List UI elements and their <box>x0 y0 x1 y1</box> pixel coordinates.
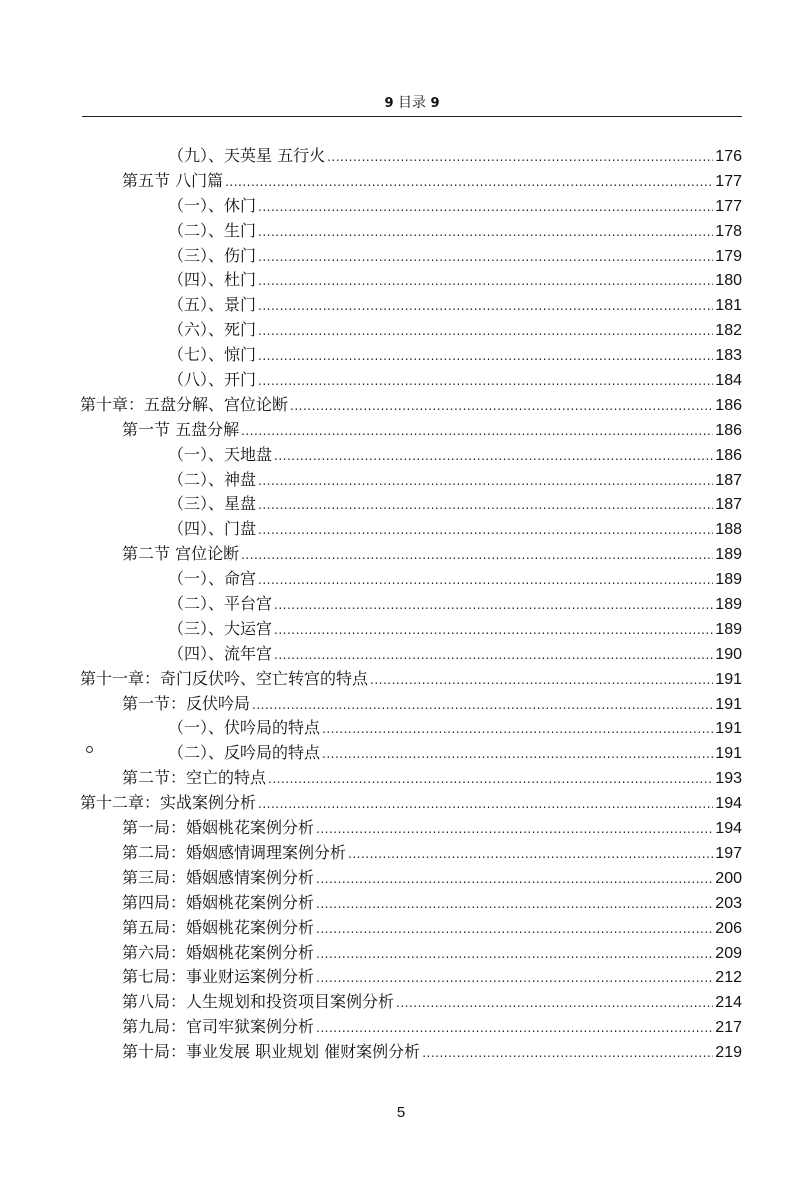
toc-entry-page: 193 <box>715 770 742 788</box>
dot-leader <box>316 917 713 942</box>
toc-entry[interactable] <box>80 393 742 418</box>
toc-entry-page: 189 <box>715 546 742 564</box>
toc-entry-title: 第八局：人生规划和投资项目案例分析 <box>122 992 395 1012</box>
toc-entry-title: 第十二章：实战案例分析 <box>80 793 257 813</box>
toc-entry[interactable] <box>80 144 742 169</box>
toc-entry[interactable] <box>80 343 742 368</box>
toc-entry[interactable] <box>80 741 742 766</box>
toc-entry[interactable] <box>80 418 742 443</box>
toc-entry-page: 209 <box>715 944 742 962</box>
dot-leader <box>258 245 713 270</box>
toc-entry-page: 219 <box>715 1044 742 1062</box>
toc-entry[interactable] <box>80 841 742 866</box>
toc-entry-page: 214 <box>715 994 742 1012</box>
dot-leader <box>316 867 713 892</box>
toc-entry-title: （三）、大运宫 <box>168 618 273 638</box>
toc-entry-page: 176 <box>715 148 742 165</box>
toc-entry[interactable] <box>80 244 742 269</box>
dot-leader <box>258 792 713 817</box>
toc-entry-page: 186 <box>715 446 742 464</box>
dot-leader <box>274 618 713 643</box>
toc-entry[interactable] <box>80 891 742 916</box>
toc-entry-title: （二）、反吟局的特点 <box>168 743 321 763</box>
toc-entry[interactable] <box>80 194 742 219</box>
dot-leader <box>241 543 713 568</box>
toc-entry-page: 212 <box>715 969 742 987</box>
toc-entry[interactable] <box>80 492 742 517</box>
dot-leader <box>258 344 713 369</box>
toc-entry-title: （九）、天英星 五行火 <box>168 146 326 165</box>
toc-entry-title: 第十章：五盘分解、宫位论断 <box>80 394 289 414</box>
dot-leader <box>258 319 713 344</box>
toc-entry[interactable] <box>80 1040 742 1065</box>
toc-entry[interactable] <box>80 916 742 941</box>
toc-entry[interactable] <box>80 965 742 990</box>
toc-entry-title: 第六局：婚姻桃花案例分析 <box>122 942 315 962</box>
toc-entry-title: （三）、伤门 <box>168 245 257 265</box>
toc-entry[interactable] <box>80 517 742 542</box>
toc-entry-page: 177 <box>715 172 742 190</box>
toc-entry-title: （四）、杜门 <box>168 270 257 290</box>
dot-leader <box>316 966 713 991</box>
toc-entry-page: 189 <box>715 596 742 614</box>
toc-entry-title: 第二局：婚姻感情调理案例分析 <box>122 842 347 862</box>
toc-entry-title: （六）、死门 <box>168 320 257 340</box>
toc-entry-title: （五）、景门 <box>168 295 257 315</box>
dot-leader <box>316 817 713 842</box>
toc-entry-title: （一）、天地盘 <box>168 444 273 464</box>
dot-leader <box>268 767 713 792</box>
toc-entry-title: 第九局：官司牢狱案例分析 <box>122 1017 315 1037</box>
dot-leader <box>274 593 713 618</box>
toc-entry-title: 第七局：事业财运案例分析 <box>122 967 315 987</box>
dot-leader <box>396 991 713 1016</box>
toc-entry-title: 第四局：婚姻桃花案例分析 <box>122 892 315 912</box>
dot-leader <box>322 742 713 767</box>
toc-entry-page: 182 <box>715 322 742 340</box>
toc-entry-title: （一）、命宫 <box>168 569 257 589</box>
toc-entry-page: 186 <box>715 421 742 439</box>
toc-entry-page: 194 <box>715 795 742 813</box>
dot-leader <box>252 693 713 718</box>
toc-entry-page: 188 <box>715 521 742 539</box>
toc-entry-page: 184 <box>715 372 742 390</box>
toc-entry[interactable] <box>80 443 742 468</box>
toc-entry-page: 189 <box>715 571 742 589</box>
dot-leader <box>258 195 713 220</box>
toc-entry[interactable] <box>80 941 742 966</box>
toc-entry-page: 194 <box>715 820 742 838</box>
toc-entry-page: 187 <box>715 471 742 489</box>
page-number: 5 <box>396 1104 406 1121</box>
toc-entry-page: 206 <box>715 919 742 937</box>
dot-leader <box>225 170 713 195</box>
toc-entry[interactable] <box>80 990 742 1015</box>
toc-entry-page: 190 <box>715 645 742 663</box>
toc-entry[interactable] <box>80 642 742 667</box>
dot-leader <box>274 643 713 668</box>
toc-entry-page: 191 <box>715 695 742 713</box>
dot-leader <box>316 1016 713 1041</box>
toc-entry[interactable] <box>80 716 742 741</box>
running-header <box>82 92 742 116</box>
toc-entry-page: 183 <box>715 347 742 365</box>
toc-entry-title: （一）、休门 <box>168 195 257 215</box>
toc-entry-title: 第一节：反伏吟局 <box>122 693 251 713</box>
dot-leader <box>258 493 713 518</box>
toc-entry-title: （二）、生门 <box>168 220 257 240</box>
toc-entry[interactable] <box>80 468 742 493</box>
dot-leader <box>422 1041 713 1066</box>
header-right-ornament: 9 <box>430 96 440 111</box>
toc-entry[interactable] <box>80 692 742 717</box>
toc-entry-title: 第五节 八门篇 <box>122 170 224 190</box>
toc-entry-page: 203 <box>715 894 742 912</box>
table-of-contents <box>80 144 742 1065</box>
toc-entry[interactable] <box>80 816 742 841</box>
toc-entry-title: （七）、惊门 <box>168 345 257 365</box>
toc-entry-page: 191 <box>715 745 742 763</box>
toc-entry-title: 第一节 五盘分解 <box>122 419 240 439</box>
header-title: 目录 <box>398 95 426 111</box>
toc-entry-page: 200 <box>715 869 742 887</box>
toc-entry-page: 179 <box>715 247 742 265</box>
toc-entry-page: 217 <box>715 1019 742 1037</box>
toc-entry-page: 189 <box>715 620 742 638</box>
toc-entry[interactable] <box>80 293 742 318</box>
toc-entry-title: （一）、伏吟局的特点 <box>168 718 321 738</box>
toc-entry[interactable] <box>80 318 742 343</box>
toc-entry[interactable] <box>80 268 742 293</box>
header-rule <box>82 116 742 117</box>
toc-entry[interactable] <box>80 1015 742 1040</box>
header-left-ornament: 9 <box>384 96 394 111</box>
dot-leader <box>322 717 713 742</box>
dot-leader <box>290 394 713 419</box>
dot-leader <box>258 518 713 543</box>
toc-entry-title: 第二节 宫位论断 <box>122 544 240 564</box>
dot-leader <box>258 568 713 593</box>
toc-entry-page: 197 <box>715 844 742 862</box>
toc-entry[interactable] <box>80 766 742 791</box>
dot-leader <box>370 668 713 693</box>
toc-entry[interactable] <box>80 592 742 617</box>
toc-entry[interactable] <box>80 866 742 891</box>
toc-entry-title: 第五局：婚姻桃花案例分析 <box>122 917 315 937</box>
toc-entry-page: 181 <box>715 297 742 315</box>
toc-entry-title: （二）、平台宫 <box>168 594 273 614</box>
toc-entry-page: 177 <box>715 197 742 215</box>
toc-entry[interactable] <box>80 667 742 692</box>
toc-entry-page: 191 <box>715 720 742 738</box>
toc-entry-title: 第三局：婚姻感情案例分析 <box>122 867 315 887</box>
toc-entry-page: 186 <box>715 396 742 414</box>
toc-entry[interactable] <box>80 368 742 393</box>
toc-entry-title: （八）、开门 <box>168 370 257 390</box>
toc-entry[interactable] <box>80 169 742 194</box>
toc-entry[interactable] <box>80 791 742 816</box>
toc-entry[interactable] <box>80 567 742 592</box>
toc-entry-title: （三）、星盘 <box>168 494 257 514</box>
dot-leader <box>327 145 713 170</box>
dot-leader <box>348 842 713 867</box>
toc-entry-title: 第十局：事业发展 职业规划 催财案例分析 <box>122 1042 421 1062</box>
dot-leader <box>316 892 713 917</box>
dot-leader <box>274 444 713 469</box>
dot-leader <box>258 369 713 394</box>
dot-leader <box>258 220 713 245</box>
toc-entry-title: 第一局：婚姻桃花案例分析 <box>122 818 315 838</box>
toc-entry[interactable] <box>80 617 742 642</box>
toc-entry-page: 187 <box>715 496 742 514</box>
toc-entry[interactable] <box>80 542 742 567</box>
dot-leader <box>258 294 713 319</box>
toc-entry-title: 第十一章：奇门反伏吟、空亡转宫的特点 <box>80 668 369 688</box>
dot-leader <box>258 269 713 294</box>
toc-entry-page: 180 <box>715 272 742 290</box>
toc-entry-title: （四）、流年宫 <box>168 643 273 663</box>
toc-entry[interactable] <box>80 219 742 244</box>
dot-leader <box>258 469 713 494</box>
toc-entry-page: 191 <box>715 670 742 688</box>
toc-entry-title: 第二节：空亡的特点 <box>122 768 267 788</box>
toc-entry-title: （二）、神盘 <box>168 469 257 489</box>
toc-entry-page: 178 <box>715 222 742 240</box>
dot-leader <box>316 942 713 967</box>
toc-entry-title: （四）、门盘 <box>168 519 257 539</box>
dot-leader <box>241 419 713 444</box>
